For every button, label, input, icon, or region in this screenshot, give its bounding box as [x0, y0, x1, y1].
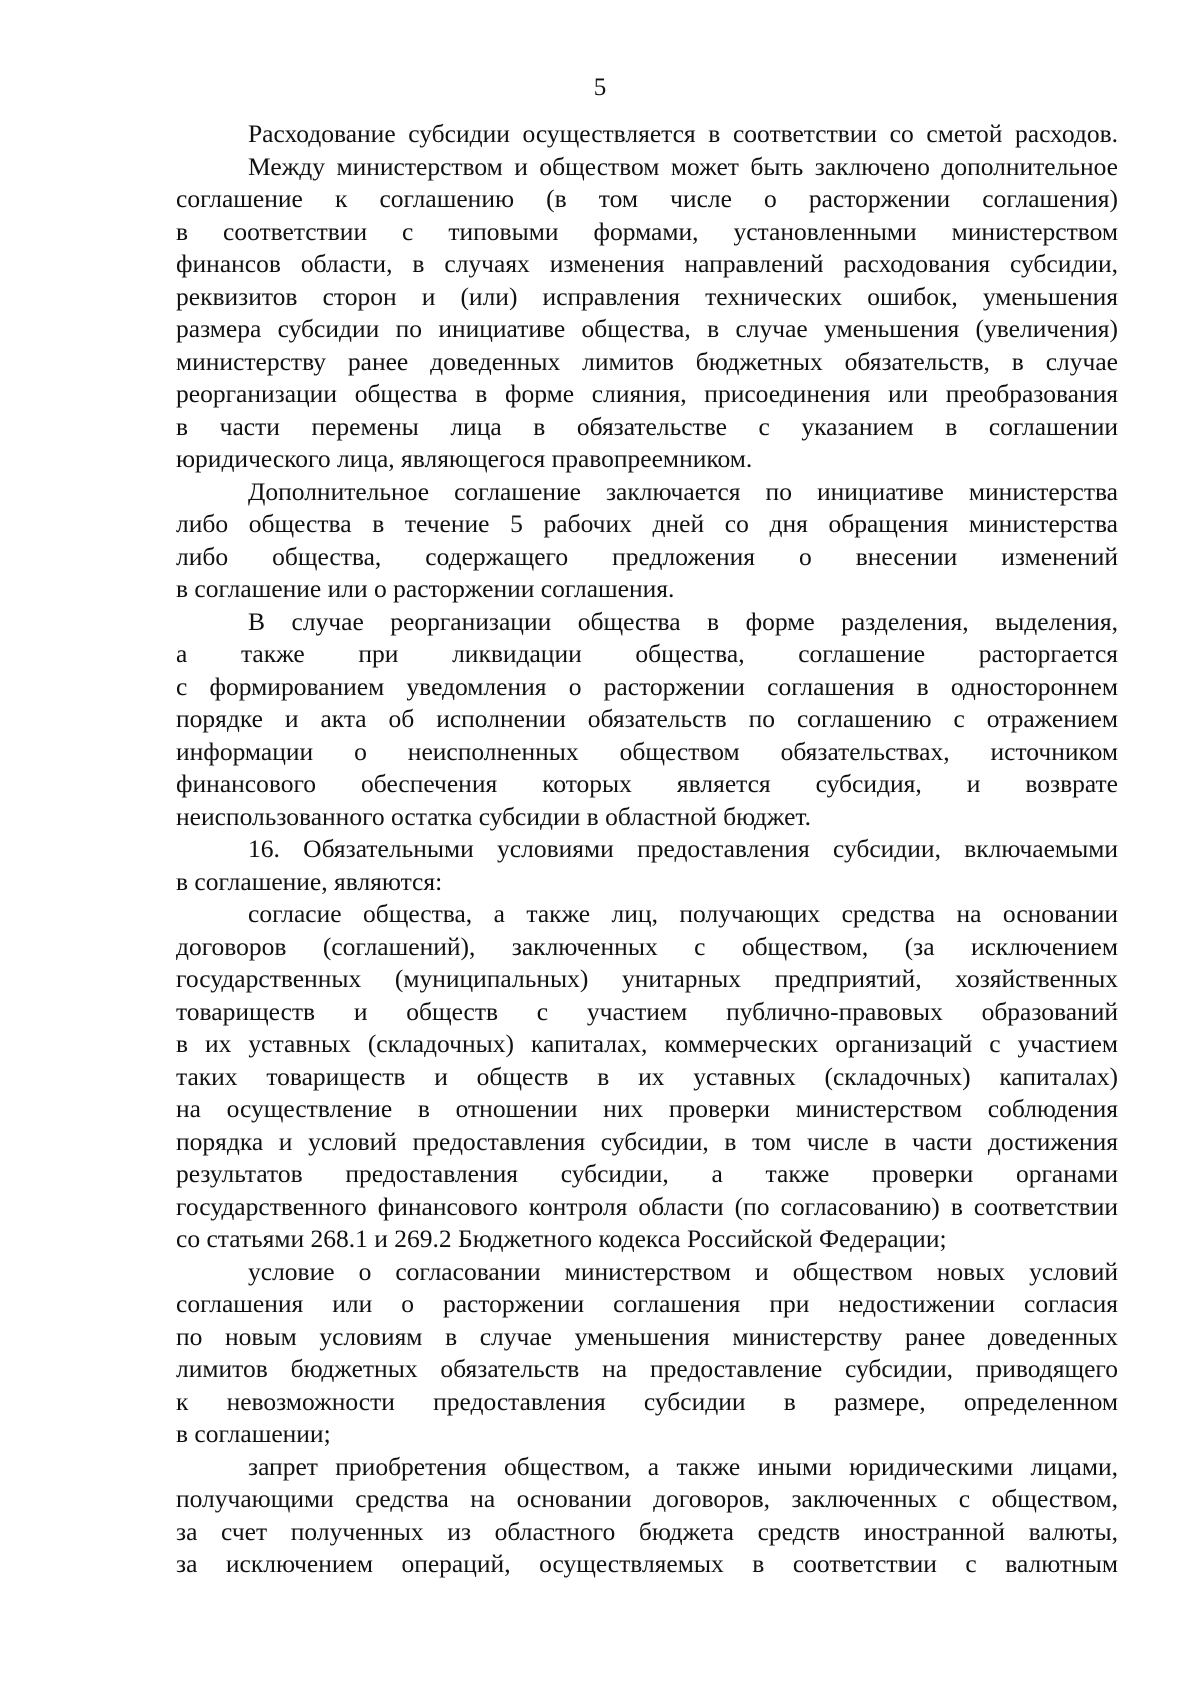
- text-line: реорганизации общества в форме слияния, присоединения или преобразования: [176, 379, 1118, 408]
- text-line: 16. Обязательными условиями предоставления субсидии, включаемыми: [248, 834, 1118, 863]
- text-line: в соглашение или о расторжении соглашения.: [176, 574, 675, 603]
- text-line: соглашение к соглашению (в том числе о расторжении соглашения): [176, 184, 1118, 213]
- text-line: согласие общества, а также лиц, получающих средства на основании: [248, 899, 1118, 928]
- text-line: в соглашении;: [176, 1419, 331, 1448]
- text-line: по новым условиям в случае уменьшения министерству ранее доведенных: [176, 1321, 1118, 1351]
- text-line: в соответствии с типовыми формами, установленными министерством: [176, 216, 1118, 246]
- text-line: неиспользованного остатка субсидии в областной бюджет.: [176, 801, 811, 831]
- text-line: Расходование субсидии осуществляется в соответствии со сметой расходов.: [248, 119, 1118, 148]
- text-line: либо общества, содержащего предложения о внесении изменений: [176, 541, 1118, 571]
- text-line: информации о неисполненных обществом обязательствах, источником: [176, 736, 1118, 766]
- text-line: порядке и акта об исполнении обязательств по соглашению с отражением: [176, 704, 1118, 733]
- text-line: государственных (муниципальных) унитарных предприятий, хозяйственных: [176, 964, 1118, 993]
- text-line: за счет полученных из областного бюджета средств иностранной валюты,: [176, 1516, 1118, 1546]
- text-line: получающими средства на основании договоров, заключенных с обществом,: [176, 1484, 1118, 1513]
- text-line: договоров (соглашений), заключенных с обществом, (за исключением: [176, 931, 1118, 961]
- text-line: условие о согласовании министерством и обществом новых условий: [248, 1256, 1118, 1286]
- text-line: а также при ликвидации общества, соглашение расторгается: [176, 639, 1118, 668]
- text-line: на осуществление в отношении них проверки министерством соблюдения: [176, 1094, 1118, 1123]
- text-line: юридического лица, являющегося правопреемником.: [176, 444, 753, 473]
- text-line: товариществ и обществ с участием публично-правовых образований: [176, 996, 1118, 1026]
- text-line: финансов области, в случаях изменения направлений расходования субсидии,: [176, 249, 1118, 278]
- text-line: в части перемены лица в обязательстве с указанием в соглашении: [176, 411, 1118, 441]
- page-number: 5: [593, 74, 607, 101]
- text-line: запрет приобретения обществом, а также иными юридическими лицами,: [248, 1451, 1118, 1481]
- text-line: соглашения или о расторжении соглашения при недостижении согласия: [176, 1289, 1118, 1318]
- text-line: Между министерством и обществом может быть заключено дополнительное: [248, 151, 1118, 181]
- text-line: размера субсидии по инициативе общества, в случае уменьшения (увеличения): [176, 314, 1118, 343]
- text-line: с формированием уведомления о расторжении соглашения в одностороннем: [176, 671, 1118, 701]
- text-line: со статьями 268.1 и 269.2 Бюджетного кодекса Российской Федерации;: [176, 1224, 947, 1253]
- text-line: лимитов бюджетных обязательств на предоставление субсидии, приводящего: [176, 1354, 1118, 1383]
- text-line: Дополнительное соглашение заключается по инициативе министерства: [248, 476, 1118, 506]
- text-line: к невозможности предоставления субсидии в размере, определенном: [176, 1386, 1118, 1416]
- text-line: таких товариществ и обществ в их уставных (складочных) капиталах): [176, 1061, 1118, 1091]
- text-line: министерству ранее доведенных лимитов бюджетных обязательств, в случае: [176, 346, 1118, 376]
- text-line: государственного финансового контроля области (по согласованию) в соответствии: [176, 1191, 1118, 1221]
- text-line: результатов предоставления субсидии, а также проверки органами: [176, 1159, 1118, 1188]
- text-line: финансового обеспечения которых является субсидия, и возврате: [176, 769, 1118, 798]
- text-line: В случае реорганизации общества в форме разделения, выделения,: [248, 606, 1118, 636]
- text-line: либо общества в течение 5 рабочих дней со дня обращения министерства: [176, 509, 1118, 538]
- document-body: [176, 118, 1118, 1581]
- text-line: за исключением операций, осуществляемых в соответствии с валютным: [176, 1549, 1118, 1578]
- text-line: в их уставных (складочных) капиталах, коммерческих организаций с участием: [176, 1029, 1118, 1058]
- text-line: порядка и условий предоставления субсидии, в том числе в части достижения: [176, 1126, 1118, 1156]
- text-line: реквизитов сторон и (или) исправления технических ошибок, уменьшения: [176, 281, 1118, 311]
- text-line: в соглашение, являются:: [176, 866, 443, 896]
